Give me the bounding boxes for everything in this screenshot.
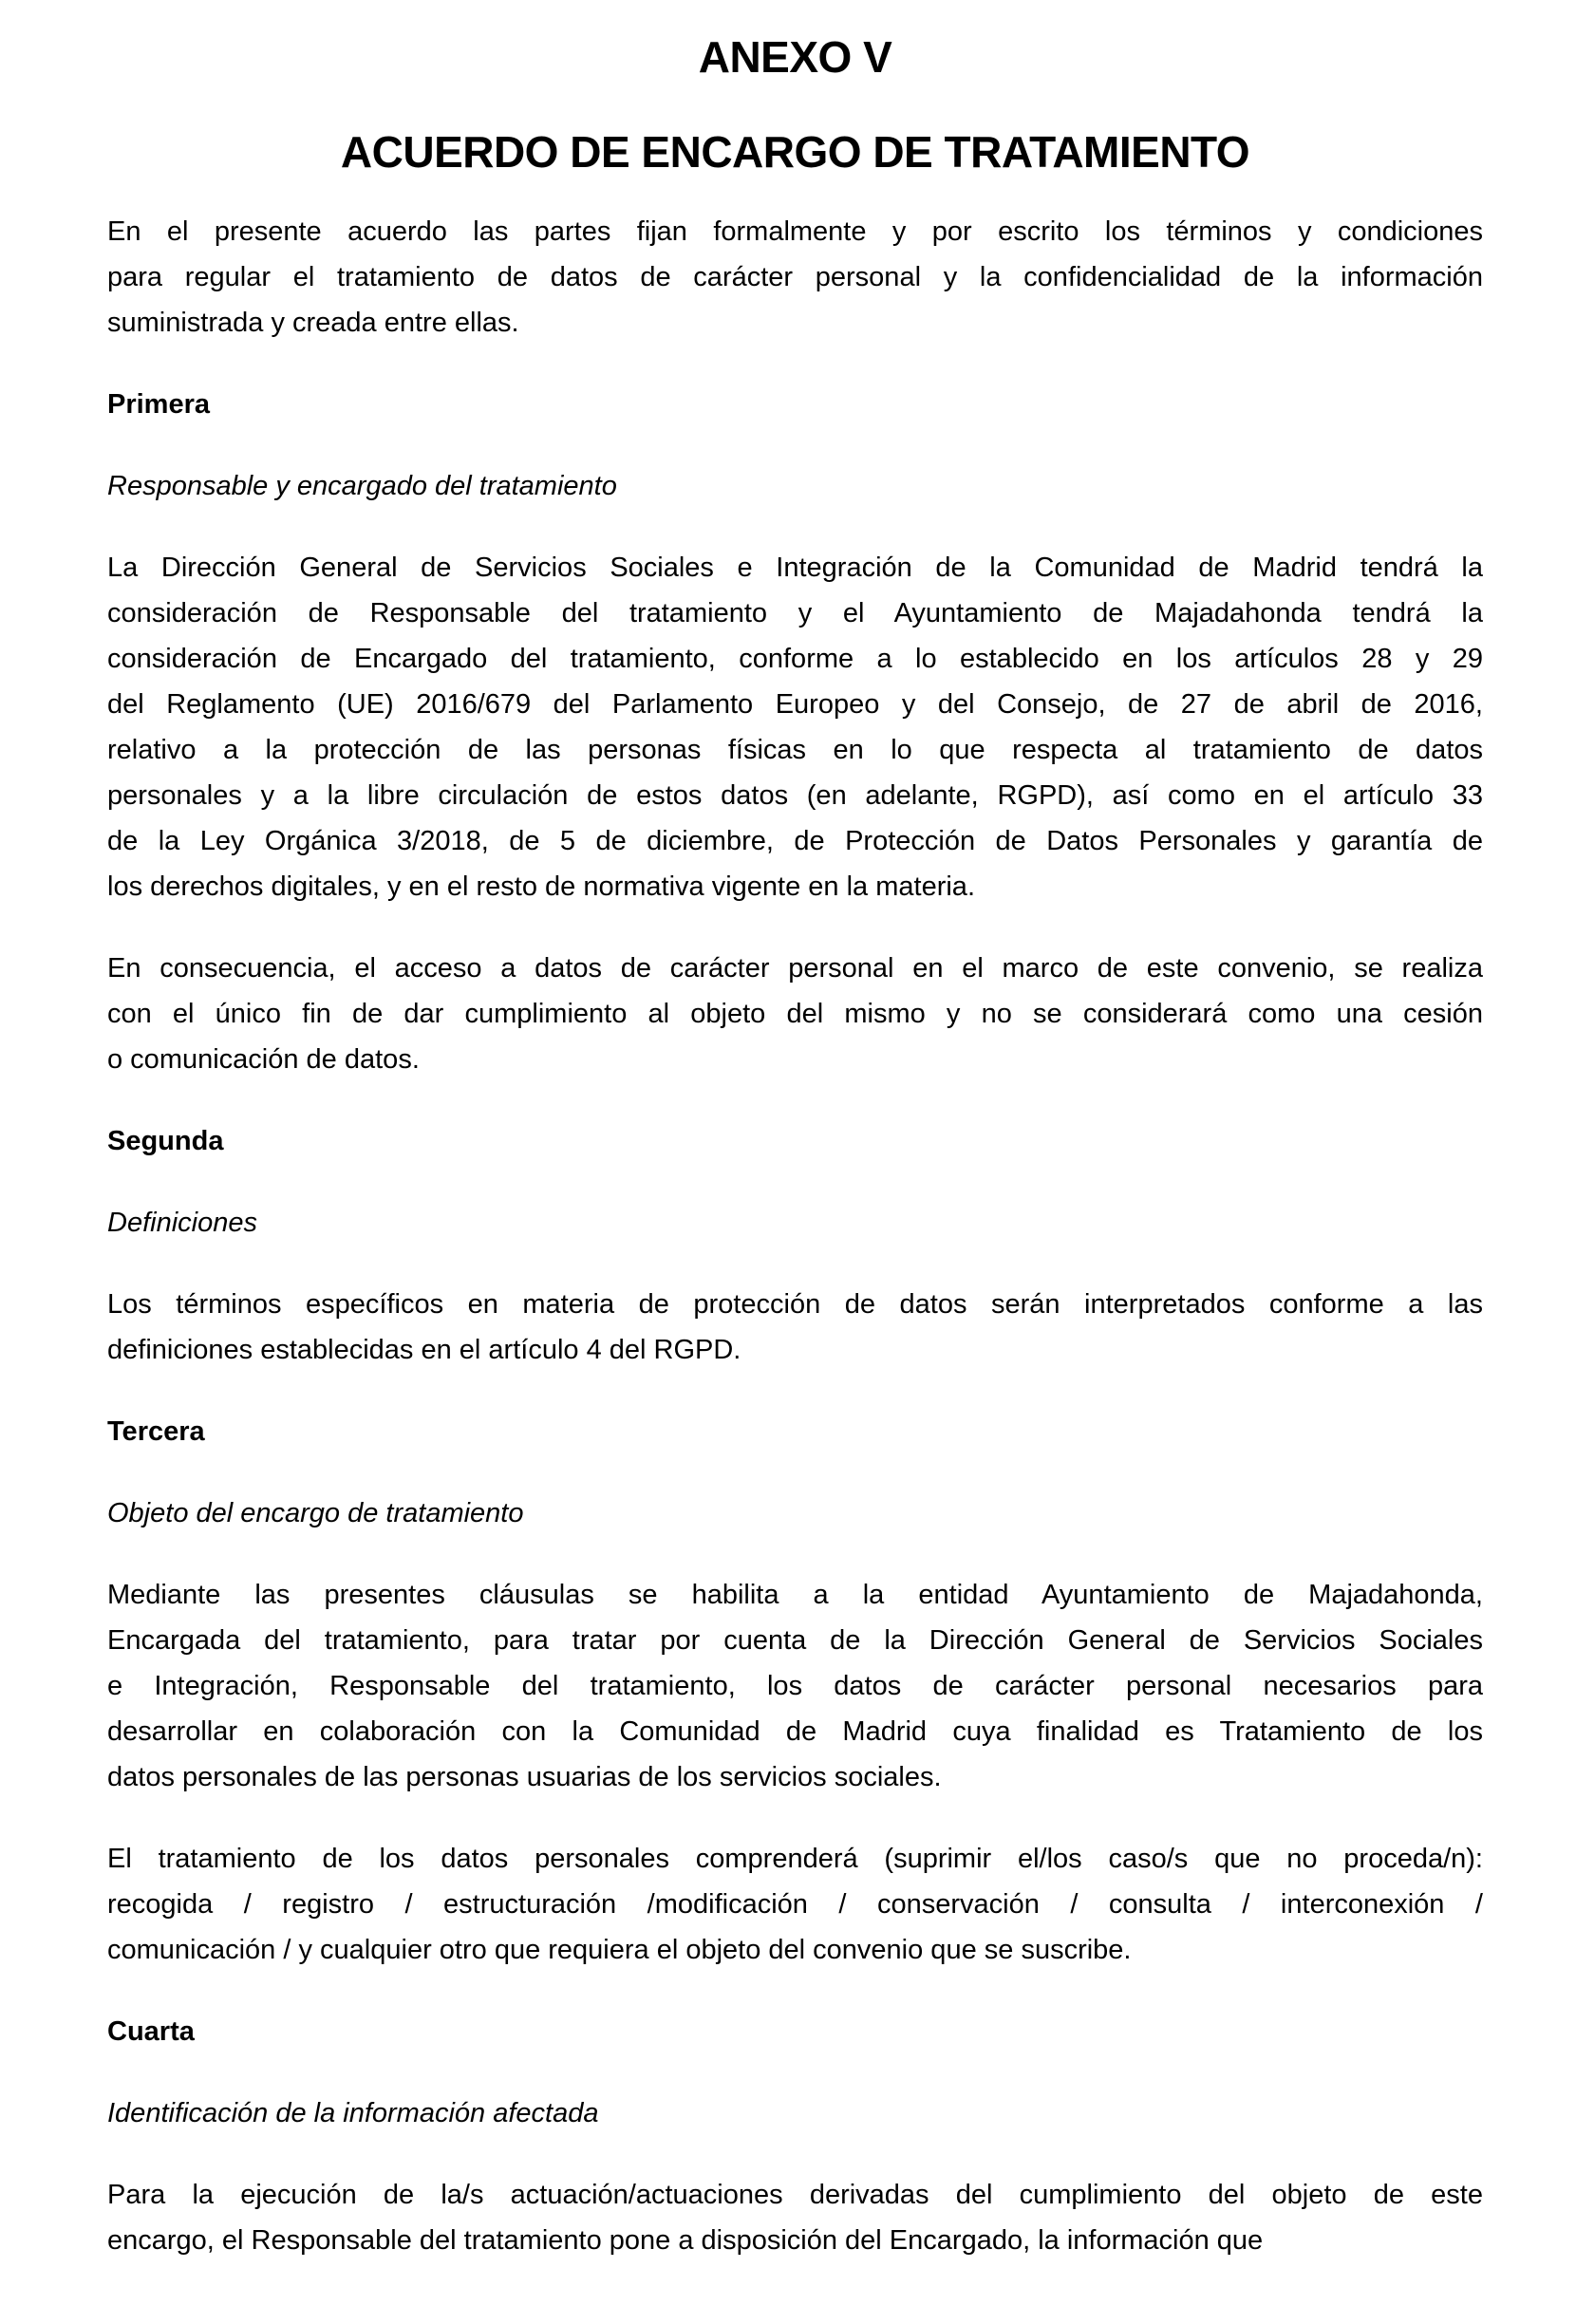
paragraph-line: con el único fin de dar cumplimiento al objeto del mismo y no se considerará como una cesión bbox=[107, 999, 1483, 1029]
paragraph-line: encargo, el Responsable del tratamiento pone a disposición del Encargado, la información que bbox=[107, 2225, 1264, 2256]
paragraph-line: La Dirección General de Servicios Sociales e Integración de la Comunidad de Madrid tendrá la bbox=[107, 553, 1483, 583]
section-subheading: Responsable y encargado del tratamiento bbox=[107, 471, 617, 501]
section-heading: Tercera bbox=[107, 1416, 205, 1447]
paragraph-line: recogida / registro / estructuración /modificación / conservación / consulta / interconexión / bbox=[107, 1889, 1483, 1920]
paragraph-line: de la Ley Orgánica 3/2018, de 5 de diciembre, de Protección de Datos Personales y garantía de bbox=[107, 826, 1483, 856]
paragraph-line: En consecuencia, el acceso a datos de carácter personal en el marco de este convenio, se realiza bbox=[107, 953, 1483, 984]
section-heading: Segunda bbox=[107, 1126, 224, 1156]
paragraph bbox=[107, 1282, 1483, 1373]
paragraph-line: Mediante las presentes cláusulas se habilita a la entidad Ayuntamiento de Majadahonda, bbox=[107, 1580, 1483, 1610]
paragraph-line: para regular el tratamiento de datos de carácter personal y la confidencialidad de la información bbox=[107, 262, 1483, 292]
paragraph-line: Encargada del tratamiento, para tratar por cuenta de la Dirección General de Servicios Sociales bbox=[107, 1625, 1483, 1656]
paragraph-line: Los términos específicos en materia de protección de datos serán interpretados conforme a las bbox=[107, 1289, 1483, 1320]
paragraph bbox=[107, 1836, 1483, 1973]
paragraph-line: desarrollar en colaboración con la Comunidad de Madrid cuya finalidad es Tratamiento de los bbox=[107, 1716, 1483, 1747]
paragraph-line: suministrada y creada entre ellas. bbox=[107, 308, 519, 338]
paragraph bbox=[107, 545, 1483, 909]
paragraph-line: En el presente acuerdo las partes fijan formalmente y por escrito los términos y condiciones bbox=[107, 216, 1483, 247]
paragraph bbox=[107, 1572, 1483, 1800]
paragraph-line: datos personales de las personas usuarias de los servicios sociales. bbox=[107, 1762, 942, 1792]
document-title: ANEXO V bbox=[698, 32, 892, 82]
document-body bbox=[107, 209, 1483, 2263]
paragraph bbox=[107, 2172, 1483, 2263]
paragraph-line: e Integración, Responsable del tratamiento, los datos de carácter personal necesarios para bbox=[107, 1671, 1483, 1701]
paragraph-line: consideración de Responsable del tratamiento y el Ayuntamiento de Majadahonda tendrá la bbox=[107, 598, 1483, 628]
document-subtitle: ACUERDO DE ENCARGO DE TRATAMIENTO bbox=[340, 127, 1250, 177]
paragraph-line: o comunicación de datos. bbox=[107, 1044, 420, 1075]
paragraph-line: los derechos digitales, y en el resto de normativa vigente en la materia. bbox=[107, 872, 975, 902]
section-subheading: Definiciones bbox=[107, 1208, 257, 1238]
paragraph-line: definiciones establecidas en el artículo 4 del RGPD. bbox=[107, 1335, 741, 1365]
paragraph-line: personales y a la libre circulación de estos datos (en adelante, RGPD), así como en el artículo 33 bbox=[107, 780, 1483, 811]
paragraph bbox=[107, 209, 1483, 346]
paragraph-line: del Reglamento (UE) 2016/679 del Parlamento Europeo y del Consejo, de 27 de abril de 2016, bbox=[107, 689, 1483, 720]
section-subheading: Identificación de la información afectada bbox=[107, 2098, 599, 2128]
paragraph bbox=[107, 946, 1483, 1082]
paragraph-line: comunicación / y cualquier otro que requiera el objeto del convenio que se suscribe. bbox=[107, 1935, 1132, 1965]
section-heading: Cuarta bbox=[107, 2016, 195, 2047]
section-subheading: Objeto del encargo de tratamiento bbox=[107, 1498, 524, 1528]
paragraph-line: relativo a la protección de las personas físicas en lo que respecta al tratamiento de datos bbox=[107, 735, 1483, 765]
paragraph-line: Para la ejecución de la/s actuación/actuaciones derivadas del cumplimiento del objeto de este bbox=[107, 2180, 1483, 2210]
paragraph-line: consideración de Encargado del tratamiento, conforme a lo establecido en los artículos 28 y 29 bbox=[107, 644, 1483, 674]
section-heading: Primera bbox=[107, 389, 211, 420]
paragraph-line: El tratamiento de los datos personales comprenderá (suprimir el/los caso/s que no proceda/n): bbox=[107, 1844, 1483, 1874]
